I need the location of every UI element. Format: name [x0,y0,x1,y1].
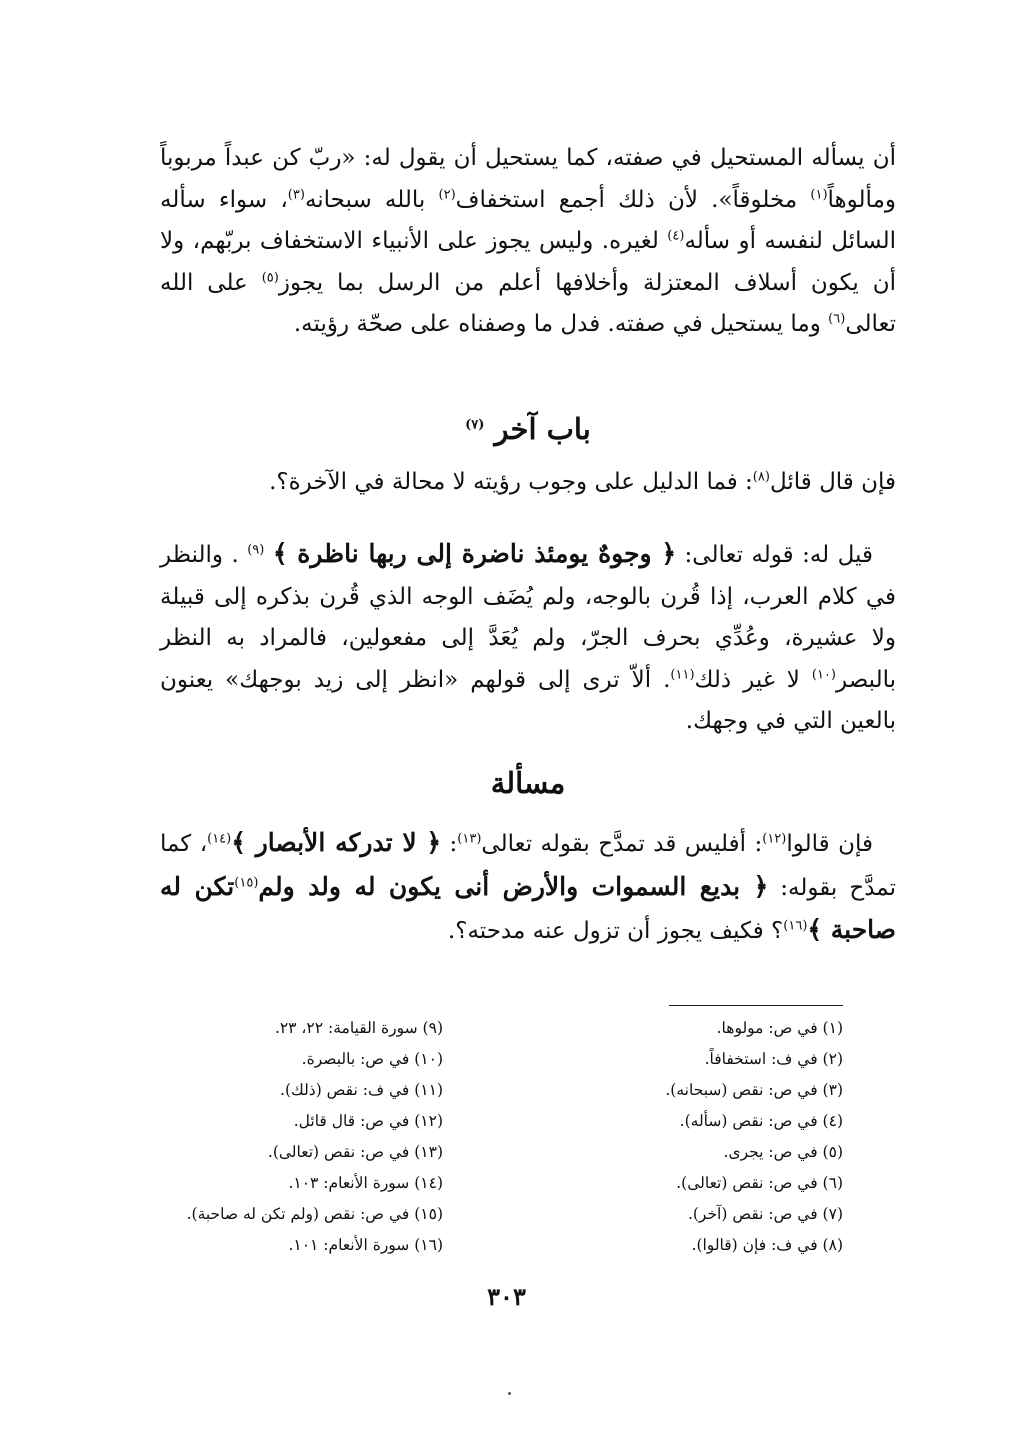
paragraph-1-text-c: بالله سبحانه [304,186,439,213]
footnote-2: (٢) في ف: استخفافاً. [704,1050,843,1068]
footnote-16: (١٦) سورة الأنعام: ١٠١. [288,1236,443,1254]
scan-speck [508,1392,511,1395]
paragraph-4-text-c: : [441,831,458,857]
page-number: ٣٠٣ [487,1282,526,1311]
footnote-8: (٨) في ف: فإن (قالوا). [691,1236,843,1254]
footnote-7: (٧) في ص: نقص (آخر). [687,1205,843,1223]
footnote-ref-16: (١٦) [783,918,808,934]
footnote-ref-12: (١٢) [762,831,787,847]
footnote-9: (٩) سورة القيامة: ٢٢، ٢٣. [274,1019,443,1037]
paragraph-1-text-d: ، سواء سأله السائل لنفسه أو سأله [160,186,896,254]
paragraph-4-text-e: ؟ فكيف يجوز أن تزول عنه مدحته؟. [447,918,784,944]
section-heading-bab-akhar [160,412,896,446]
paragraph-3-text-a: قيل له: قوله تعالى: [676,542,873,568]
footnote-5: (٥) في ص: يجرى. [723,1143,843,1161]
footnote-ref-6: (٦) [828,311,846,327]
paragraph-4 [160,822,896,953]
footnote-ref-15: (١٥) [234,874,259,890]
footnote-4: (٤) في ص: نقص (سأله). [679,1112,843,1130]
heading-1-text: باب آخر [494,412,591,446]
paragraph-4-text-a: فإن قالوا [786,831,873,857]
paragraph-3-text-c: لا غير ذلك [694,666,812,693]
footnote-ref-2: (٢) [438,186,456,202]
paragraph-1-text-e: لغيره. وليس يجوز على الأنبياء الاستخفاف بربّهم، ولا أن يكون أسلاف المعتزلة وأخلافها أعلم من الرسل بما يجوز [160,228,896,296]
footnote-ref-9: (٩) [247,542,265,558]
paragraph-1-text-f: على الله تعالى [160,269,896,337]
footnote-11: (١١) في ف: نقص (ذلك). [280,1081,443,1099]
footnote-ref-11: (١١) [670,666,695,682]
paragraph-1-text-b: مخلوقاً». لأن ذلك أجمع استخفاف [455,186,811,213]
quran-verse-3b: تكن له صاحبة ﴾ [160,871,896,944]
paragraph-4-text-d: ، كما تمدَّح بقوله: [160,831,896,901]
footnotes-left-column [143,1013,443,1261]
section-heading-masala: مسألة [490,766,566,800]
footnote-ref-1: (١) [810,186,828,202]
footnote-ref-13: (١٣) [457,831,482,847]
footnote-ref-8: (٨) [752,469,770,485]
footnote-10: (١٠) في ص: بالبصرة. [301,1050,443,1068]
footnote-14: (١٤) سورة الأنعام: ١٠٣. [288,1174,443,1192]
footnote-separator [669,1005,843,1006]
footnote-ref-3: (٣) [287,186,305,202]
paragraph-1-text: أن يسأله المستحيل في صفته، كما يستحيل أن يقول له: «ربّ كن عبداً مربوباً ومألوهاً [160,145,896,213]
paragraph-2-text-b: : فما الدليل على وجوب رؤيته لا محالة في الآخرة؟. [269,469,753,495]
quran-verse-2: ﴿ لا تدركه الأبصار ﴾ [231,828,442,857]
paragraph-3-text-b: . والنظر في كلام العرب، إذا قُرن بالوجه، ولم يُضَف الوجه الذي قُرن بذكره إلى قبيلة ولا عشيرة، وعُدِّي بحرف الجرّ، ولم يُعَدَّ إلى مفعولين، فالمراد به النظر بالبصر [160,542,896,693]
paragraph-2-text-a: فإن قال قائل [769,469,896,495]
footnote-1: (١) في ص: مولوها. [716,1019,843,1037]
footnote-ref-14: (١٤) [207,831,232,847]
paragraph-1-text-g: وما يستحيل في صفته. فدل ما وصفناه على صحّة رؤيته. [293,311,829,337]
footnote-6: (٦) في ص: نقص (تعالى). [676,1174,843,1192]
footnotes-right-column [573,1013,843,1261]
paragraph-3 [160,533,896,743]
footnote-ref-4: (٤) [667,228,685,244]
quran-verse-3a: ﴿ بديع السموات والأرض أنى يكون له ولد ولم [258,871,769,901]
paragraph-3-text-d: . ألاّ ترى إلى قولهم «انظر إلى زيد بوجهك» يعنون بالعين التي في وجهك. [160,666,896,734]
footnote-15: (١٥) في ص: نقص (ولم تكن له صاحبة). [186,1205,443,1223]
paragraph-2 [160,462,896,504]
paragraph-1 [160,138,896,346]
footnote-ref-5: (٥) [261,269,279,285]
paragraph-4-text-b: : أفليس قد تمدَّح بقوله تعالى [481,831,763,857]
footnote-13: (١٣) في ص: نقص (تعالى). [267,1143,443,1161]
footnote-3: (٣) في ص: نقص (سبحانه). [665,1081,843,1099]
footnote-ref-7: (٧) [465,417,485,433]
footnote-ref-10: (١٠) [811,666,836,682]
footnote-12: (١٢) في ص: قال قائل. [293,1112,443,1130]
quran-verse-1: ﴿ وجوهٌ يومئذ ناضرة إلى ربها ناظرة ﴾ [272,539,677,568]
